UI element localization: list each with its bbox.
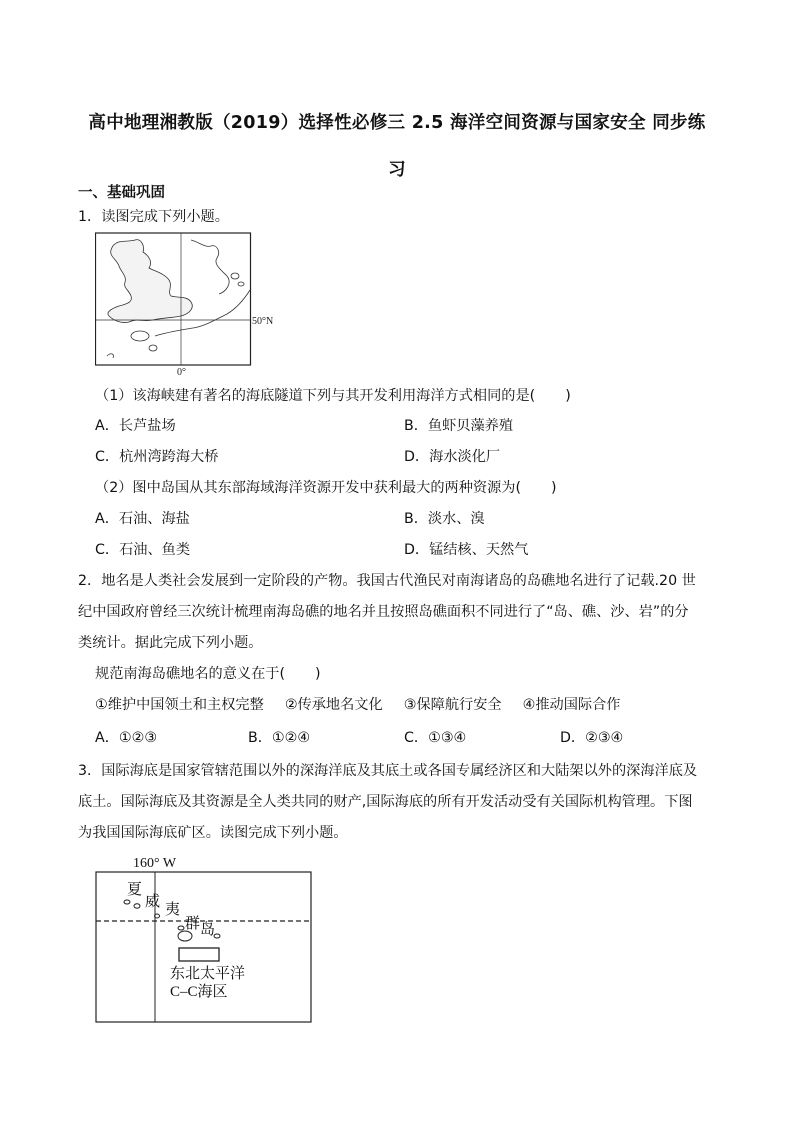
q2-line2: 纪中国政府曾经三次统计梳理南海岛礁的地名并且按照岛礁面积不同进行了“岛、礁、沙、岩”的分 [78, 604, 689, 620]
q1-sub1-option-a[interactable]: A．长芦盐场 [95, 418, 176, 434]
ne-pacific-label: 东北太平洋 [170, 966, 246, 982]
q2-item-3: ③保障航行安全 [403, 697, 502, 713]
q2-item-4: ④推动国际合作 [522, 697, 621, 713]
island-char-2: 威 [145, 894, 161, 910]
q2-items [95, 694, 620, 714]
q2-item-1: ①维护中国领土和主权完整 [95, 697, 264, 713]
q1-sub2-option-a[interactable]: A．石油、海盐 [95, 511, 190, 527]
q1-sub1-option-b[interactable]: B．鱼虾贝藻养殖 [404, 418, 514, 434]
q3-line1: 3．国际海底是国家管辖范围以外的深海洋底及其底土或各国专属经济区和大陆架以外的深海洋底及 [78, 763, 698, 779]
section-heading: 一、基础巩固 [78, 185, 165, 201]
q1-sub1-option-c[interactable]: C．杭州湾跨海大桥 [95, 449, 219, 465]
q2-line3: 类统计。据此完成下列小题。 [78, 635, 263, 651]
q3-line2: 底土。国际海底及其资源是全人类共同的财产,国际海底的所有开发活动受有关国际机构管理。下图 [78, 794, 693, 810]
page-title-line1: 高中地理湘教版（2019）选择性必修三 2.5 海洋空间资源与国家安全 同步练 [88, 113, 706, 133]
q2-option-d[interactable]: D．②③④ [560, 730, 624, 746]
q2-question: 规范南海岛礁地名的意义在于( ) [95, 666, 321, 682]
q3-lon-label: 160° W [133, 856, 177, 871]
q1-sub2-option-b[interactable]: B．淡水、溴 [404, 511, 485, 527]
q1-sub2-option-d[interactable]: D．锰结核、天然气 [404, 542, 529, 558]
q1-sub1-option-d[interactable]: D．海水淡化厂 [404, 449, 501, 465]
mining-area-box [179, 948, 219, 961]
q1-sub1-stem: （1）该海峡建有著名的海底隧道下列与其开发利用海洋方式相同的是( ) [95, 388, 571, 404]
island-char-1: 夏 [127, 882, 143, 898]
q3-line3: 为我国国际海底矿区。读图完成下列小题。 [78, 825, 348, 841]
q2-option-b[interactable]: B．①②④ [248, 730, 311, 746]
lon-label: 0° [177, 367, 186, 377]
island-char-4: 群 [185, 916, 201, 932]
english-channel-map [95, 232, 285, 377]
q2-line1: 2．地名是人类社会发展到一定阶段的产物。我国古代渔民对南海诸岛的岛礁地名进行了记载.20 世 [78, 573, 696, 589]
island-char-5: 岛 [200, 922, 216, 938]
cc-area-label: C–C海区 [170, 984, 228, 1000]
lat-label: 50°N [252, 316, 274, 327]
hawaii-seabed-map [95, 850, 315, 1025]
island-char-3: 夷 [165, 902, 181, 918]
q2-option-c[interactable]: C．①③④ [404, 730, 467, 746]
q2-option-a[interactable]: A．①②③ [95, 730, 158, 746]
page-title [70, 100, 724, 194]
q1-sub2-option-c[interactable]: C．石油、鱼类 [95, 542, 191, 558]
q2-item-2: ②传承地名文化 [284, 697, 383, 713]
page-title-line2: 习 [388, 160, 406, 180]
q1-sub2-stem: （2）图中岛国从其东部海域海洋资源开发中获利最大的两种资源为( ) [95, 480, 557, 496]
q1-stem: 1．读图完成下列小题。 [78, 209, 229, 225]
